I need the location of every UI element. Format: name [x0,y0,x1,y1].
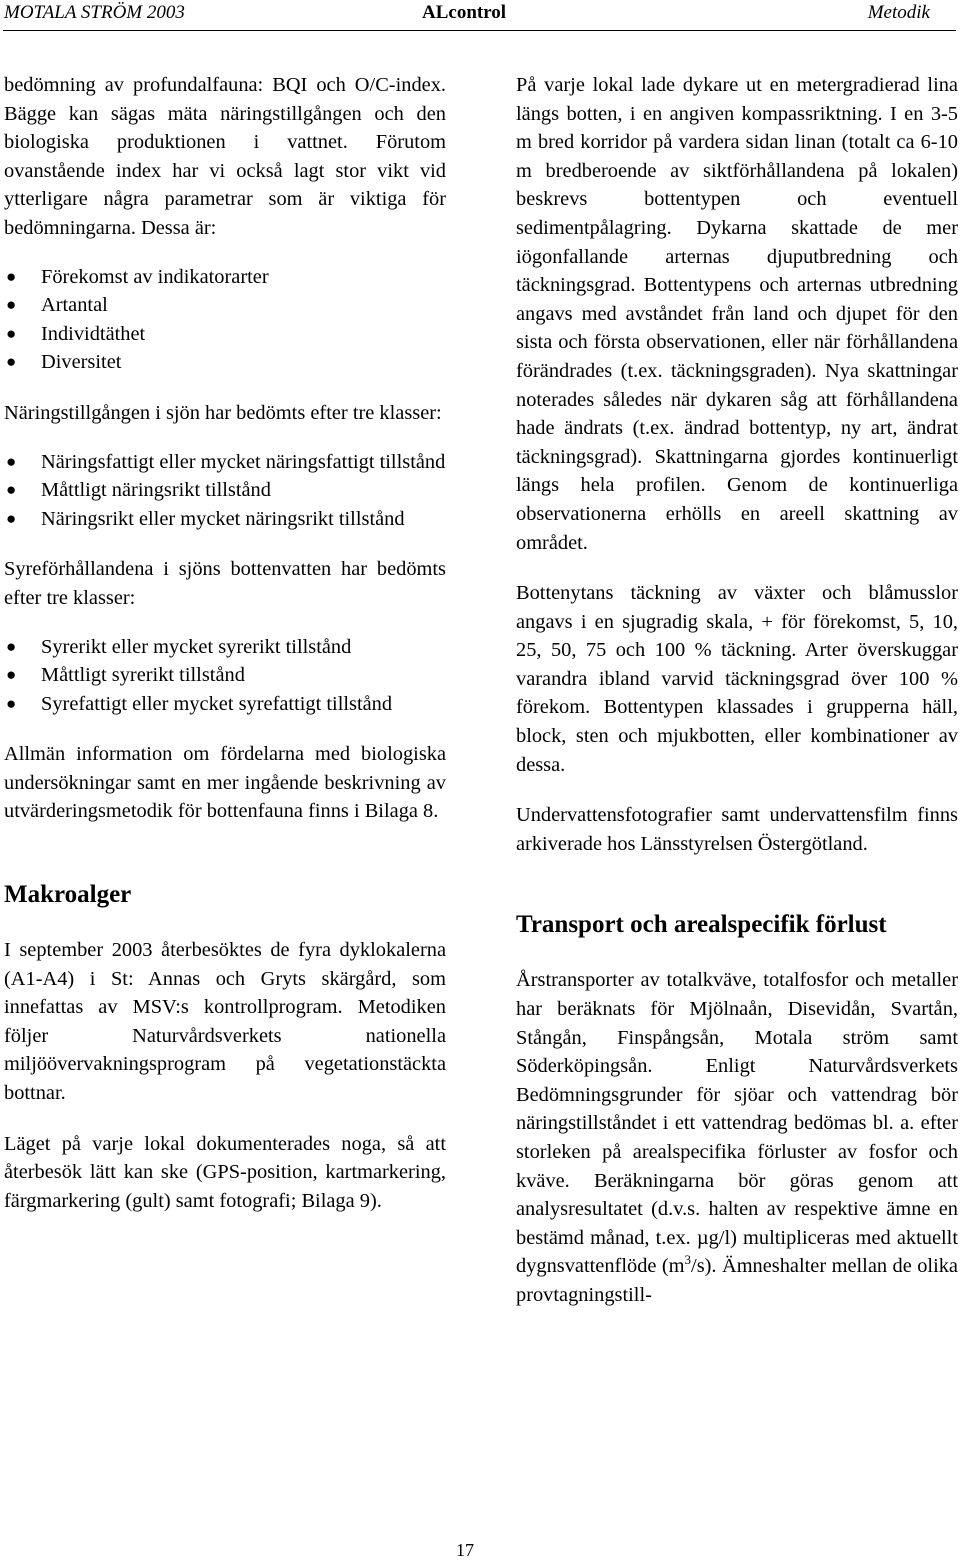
list-item: ● Diversitet [4,348,446,377]
bullet-icon: ● [6,295,17,315]
list-item: ● Syrefattigt eller mycket syrefattigt tillstånd [4,690,446,719]
list-item: ● Måttligt syrerikt tillstånd [4,661,446,690]
list-item: ● Individtäthet [4,320,446,349]
list-item: ● Måttligt näringsrikt tillstånd [4,476,446,505]
left-column [4,71,446,1215]
bullet-icon: ● [6,352,17,372]
paragraph-dive-sites: I september 2003 återbesöktes de fyra dyklokalerna (A1-A4) i St: Annas och Gryts skärgård, som innefattas av MSV:s kontrollprogram. Metodiken följer Naturvårdsverkets nationella miljöövervakningsprogram på vegetationstäckta bottnar. [4,939,446,1105]
paragraph-annual-transport: Årstransporter av totalkväve, totalfosfor och metaller har beräknats för Mjölnaån, Disevidån, Svartån, Stångån, Finspångsån, Motala ström samt Söderköpingsån. Enligt Naturvårdsverkets Bedömningsgrunder för sjöar och vattendrag bör näringstillståndet i ett vattendrag bedömas bl. a. efter storleken på arealspecifika förluster av fosfor och kväve. Beräkningarna bör göras genom att analysresultatet (d.v.s. halten av respektive ämne en bestämd månad, t.ex. µg/l) multipliceras med aktuellt dygnsvattenflöde $(m^3/s)$. Ämneshalter mellan de olika provtagningstill- [516,969,958,1306]
paragraph-dive-method: På varje lokal lade dykare ut en metergradierad lina längs botten, i en angiven kompassriktning. I en 3-5 m bred korridor på vardera sidan linan (totalt ca 6-10 m bredberoende av siktförhållandena på lokalen) beskrevs bottentypen och eventuell sedimentpålagring. Dykarna skattade de mer iögonfallande arternas djuputbredning och täckningsgrad. Bottentypens och arternas utbredning angavs med avståndet från land och djupet för den sista och första observationen, eller när förhållandena förändrades (t.ex. täckningsgraden). Nya skattningar noterades således när dykaren såg att förhållandena hade ändrats (t.ex. ändrad bottentyp, ny art, ändrat täckningsgrad). Skattningarna gjordes kontinuerligt längs hela profilen. Genom de kontinuerliga observationerna erhölls en areell skattning av området. [516,74,958,554]
right-column [516,71,958,1310]
list-item: ● Näringsrikt eller mycket näringsrikt tillstånd [4,505,446,534]
page-number: 17 [456,1540,474,1560]
list-item: ● Näringsfattigt eller mycket näringsfattigt tillstånd [4,448,446,477]
section-name: Metodik [867,2,930,23]
list-item: ● Artantal [4,291,446,320]
paragraph-site-documentation: Läget på varje lokal dokumenterades noga, så att återbesök lätt kan ske (GPS-position, kartmarkering, färgmarkering (gult) samt fotografi; Bilaga 9). [4,1132,446,1212]
list-item: ● Syrerikt eller mycket syrerikt tillstånd [4,633,446,662]
bullet-icon: ● [6,693,17,713]
paragraph-general-info: Allmän information om fördelarna med biologiska undersökningar samt en mer ingående beskrivning av utvärderingsmetodik för bottenfauna finns i Bilaga 8. [4,743,446,823]
header-rule [3,30,956,31]
superscript: 3 [684,1252,692,1268]
report-title: MOTALA STRÖM 2003 [4,2,185,23]
section-heading-makroalger: Makroalger [4,881,132,909]
paragraph-nutrient-classes: Näringstillgången i sjön har bedömts efter tre klasser: [4,401,442,424]
page-header [0,0,960,30]
oxygen-class-list [4,633,446,719]
bullet-icon: ● [6,508,17,528]
bullet-icon: ● [6,636,17,656]
parameter-list [4,263,446,377]
bullet-icon: ● [6,323,17,343]
list-item: ● Förekomst av indikatorarter [4,263,446,292]
bullet-icon: ● [6,665,17,685]
bullet-icon: ● [6,451,17,471]
paragraph-bottenfauna-indices: bedömning av profundalfauna: BQI och O/C-index. Bägge kan sägas mäta näringstillgången och den biologiska produktionen i vattnet. Förutom ovanstående index har vi också lagt stor vikt vid ytterligare några parametrar som är viktiga för bedömningarna. Dessa är: [4,74,446,239]
bullet-icon: ● [6,480,17,500]
company-name: ALcontrol [422,2,507,23]
section-heading-transport: Transport och arealspecifik förlust [516,911,887,939]
paragraph-oxygen-classes: Syreförhållandena i sjöns bottenvatten har bedömts efter tre klasser: [4,558,446,609]
paragraph-underwater-photos: Undervattensfotografier samt undervattensfilm finns arkiverade hos Länsstyrelsen Östergötland. [516,804,958,855]
nutrient-class-list [4,448,446,534]
paragraph-coverage-scale: Bottenytans täckning av växter och blåmusslor angavs i en sjugradig skala, + för förekomst, 5, 10, 25, 50, 75 och 100 % täckning. Arter överskuggar varandra ibland varvid täckningsgrad över 100 % förekom. Bottentypen klassades i grupperna häll, block, sten och mjukbotten, eller kombinationer av dessa. [516,582,958,776]
bullet-icon: ● [6,266,17,286]
